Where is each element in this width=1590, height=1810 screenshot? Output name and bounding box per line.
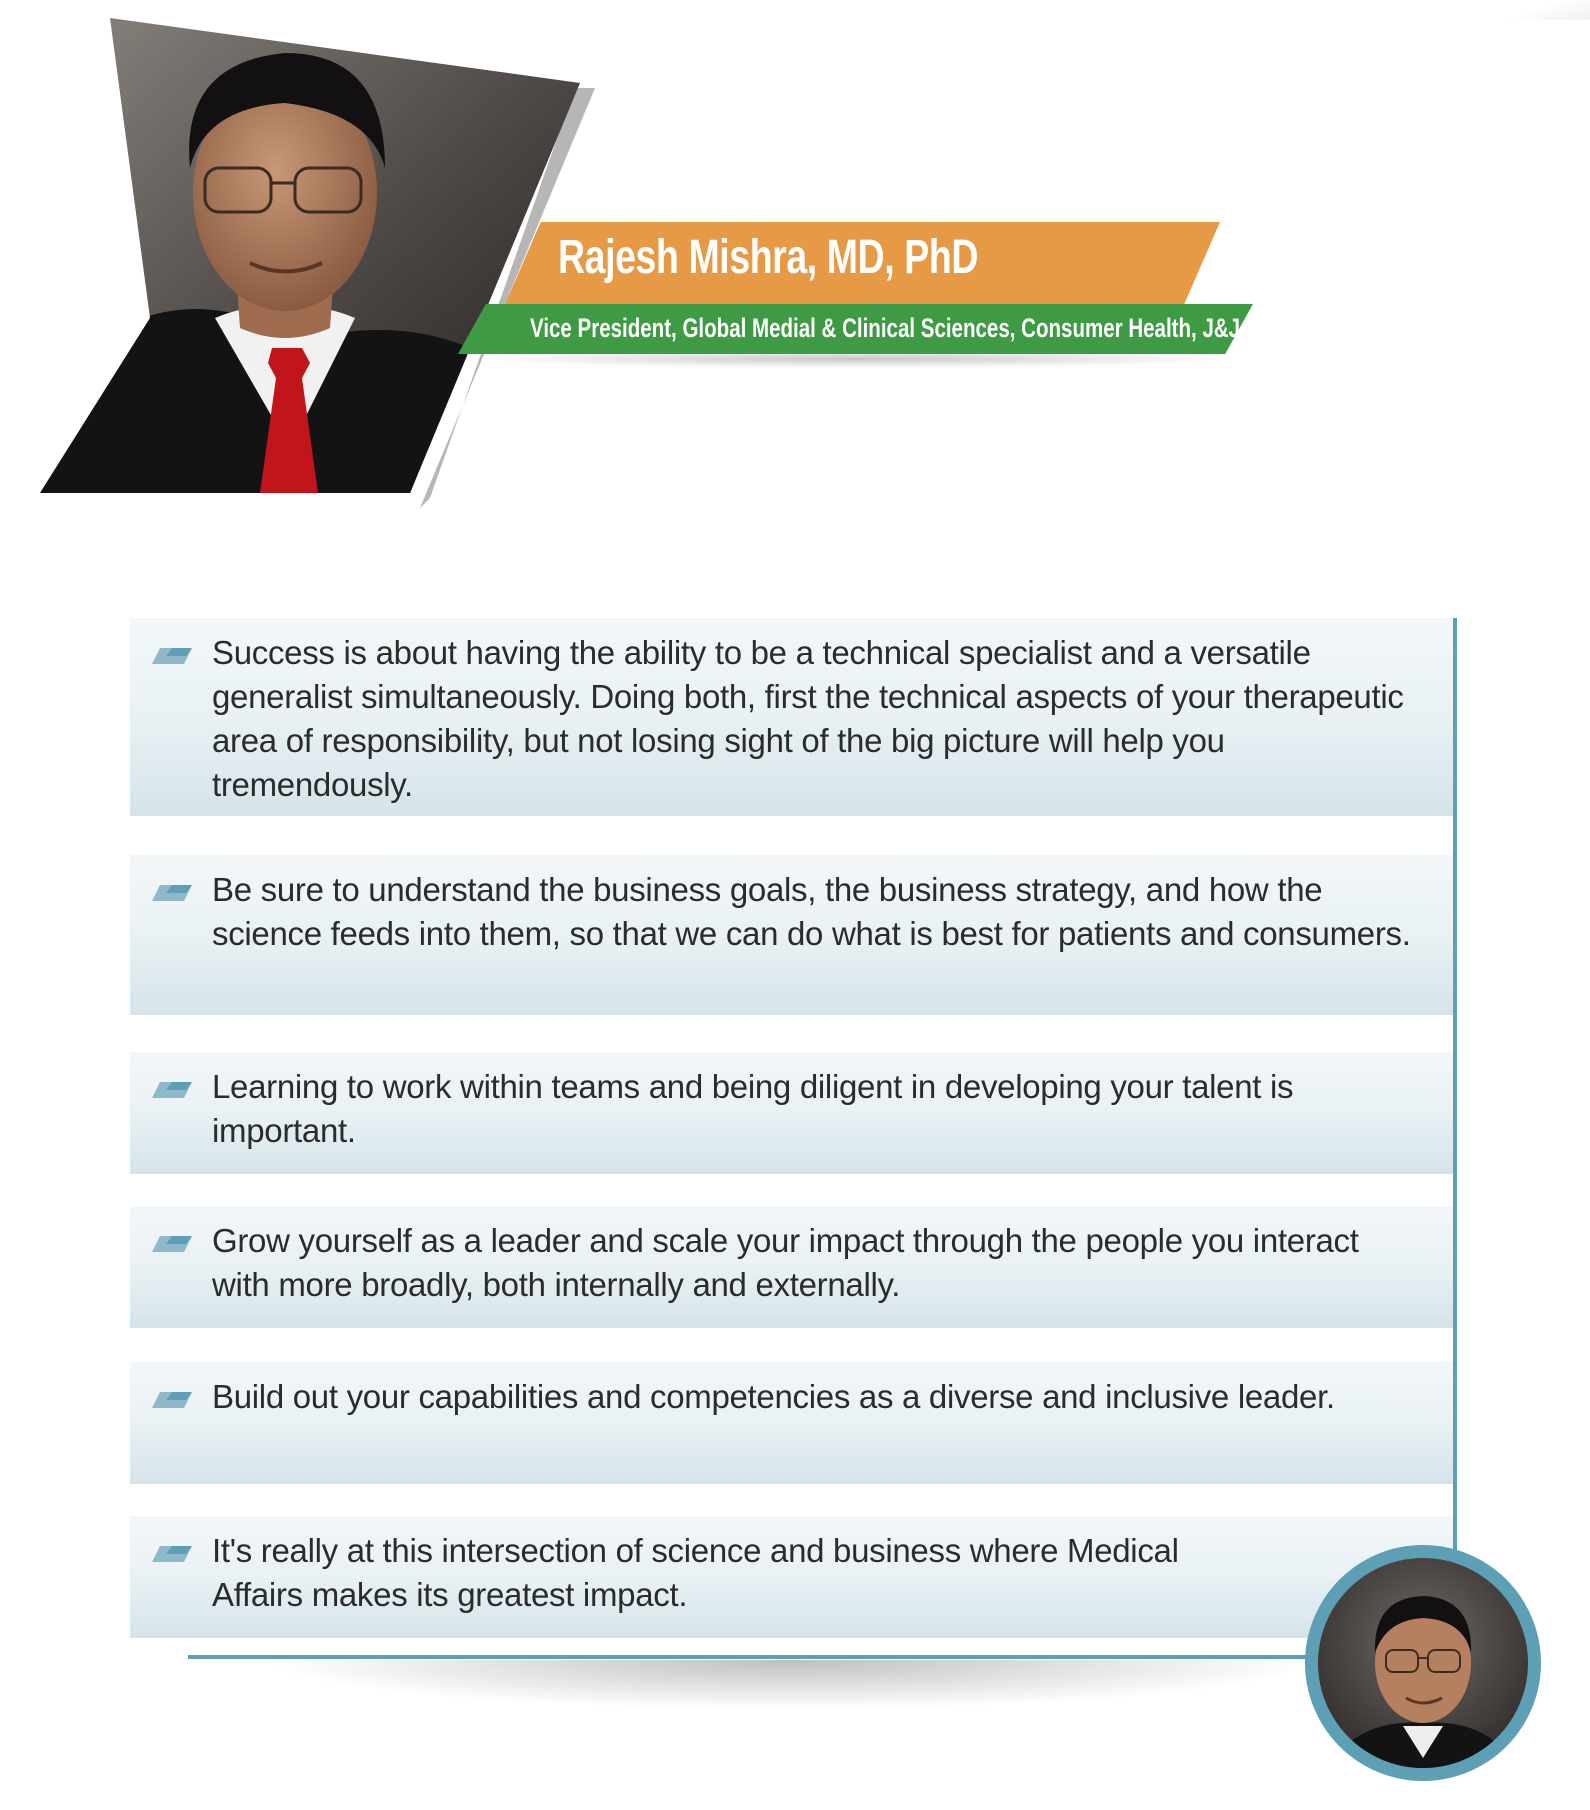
tag-arrow-icon — [152, 1390, 192, 1410]
quote-text: Build out your capabilities and competencies as a diverse and inclusive leader. — [212, 1378, 1335, 1415]
list-border-right — [1453, 618, 1457, 1658]
quote-item — [130, 1052, 1453, 1174]
quote-text: It's really at this intersection of science and business where Medical Affairs makes its greatest impact. — [212, 1532, 1179, 1613]
quote-text: Success is about having the ability to be a technical specialist and a versatile generalist simultaneously. Doing both, first the technical aspects of your therapeutic area of responsibility, but not losing sight of the big picture will help you tremendously. — [212, 634, 1404, 803]
list-shadow — [260, 1660, 1320, 1710]
list-border-bottom — [188, 1655, 1318, 1659]
quote-item — [130, 618, 1453, 816]
quote-item — [130, 855, 1453, 1015]
tag-arrow-icon — [152, 883, 192, 903]
quote-text: Be sure to understand the business goals, the business strategy, and how the science feeds into them, so that we can do what is best for patients and consumers. — [212, 871, 1411, 952]
person-title: Vice President, Global Medial & Clinical Sciences, Consumer Health, J&J — [530, 313, 1241, 343]
portrait-avatar — [1305, 1545, 1541, 1781]
quote-text: Learning to work within teams and being diligent in developing your talent is important. — [212, 1068, 1294, 1149]
quote-text: Grow yourself as a leader and scale your impact through the people you interact with more broadly, both internally and externally. — [212, 1222, 1359, 1303]
tag-arrow-icon — [152, 1544, 192, 1564]
quote-item — [130, 1362, 1453, 1484]
tag-arrow-icon — [152, 646, 192, 666]
person-name: Rajesh Mishra, MD, PhD — [558, 231, 978, 284]
corner-decoration — [1500, 0, 1590, 20]
quote-item — [130, 1206, 1453, 1328]
tag-arrow-icon — [152, 1234, 192, 1254]
quote-item — [130, 1516, 1453, 1638]
tag-arrow-icon — [152, 1080, 192, 1100]
